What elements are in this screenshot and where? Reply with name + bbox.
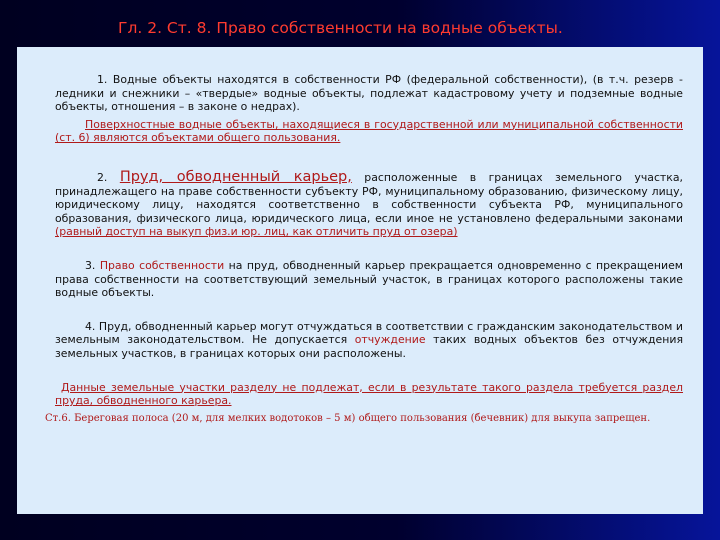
slide-title: Гл. 2. Ст. 8. Право собственности на водные объекты. (118, 19, 563, 37)
content-panel (17, 47, 703, 514)
paragraph-4 (55, 320, 683, 361)
paragraph-3 (55, 259, 683, 300)
paragraph-2-link[interactable]: (равный доступ на выкуп физ.и юр. лиц, как отличить пруд от озера) (55, 225, 458, 239)
paragraph-3-text: на пруд, обводненный карьер прекращается одновременно с прекращением права собственности на соответствующий земельный участок, в границах которого расположены такие водные объекты. (55, 258, 683, 300)
paragraph-4-highlight[interactable]: отчуждение (354, 333, 426, 347)
page-number (641, 503, 659, 517)
paragraph-6: Ст.6. Береговая полоса (20 м, для мелких водотоков – 5 м) общего пользования (бечевник) для выкупа запрещен. (45, 412, 651, 424)
paragraph-2-number: 2. (97, 170, 120, 184)
paragraph-4-text-start: 4. Пруд, обводненный карьер могут отчуждаться в соответствии с гражданским законодательством и земельным законодательством. Не допускается (55, 319, 683, 347)
paragraph-3-highlight[interactable]: Право собственности (99, 258, 225, 272)
paragraph-1-note[interactable]: Поверхностные водные объекты, находящиеся в государственной или муниципальной собственности (ст. 6) являются объектами общего пользования. (55, 117, 683, 145)
paragraph-2 (55, 168, 683, 239)
paragraph-5[interactable]: Данные земельные участки разделу не подлежат, если в результате такого раздела требуется раздел пруда, обводненного карьера. (55, 380, 683, 408)
paragraph-4-text-end: таких водных объектов без отчуждения земельных участков, в границах которых они расположены. (55, 333, 683, 360)
paragraph-2-highlight[interactable]: Пруд, обводненный карьер, (119, 168, 352, 185)
paragraph-3-number: 3. (85, 258, 100, 272)
paragraph-1: 1. Водные объекты находятся в собственности РФ (федеральной собственности), (в т.ч. резерв - ледники и снежники – «твердые» водные объекты, подлежат кадастровому учету и подземные водные объекты, отношения – в законе о недрах). (55, 73, 683, 114)
paragraph-2-text: расположенные в границах земельного участка, принадлежащего на праве собственности субъекту РФ, муниципальному образованию, физическому лицу, юридическому лицу, находятся соответственно в собственности субъекта РФ, муниципального образования, физического лица, юридического лица, если иное не установлено федеральными законами (55, 170, 683, 225)
